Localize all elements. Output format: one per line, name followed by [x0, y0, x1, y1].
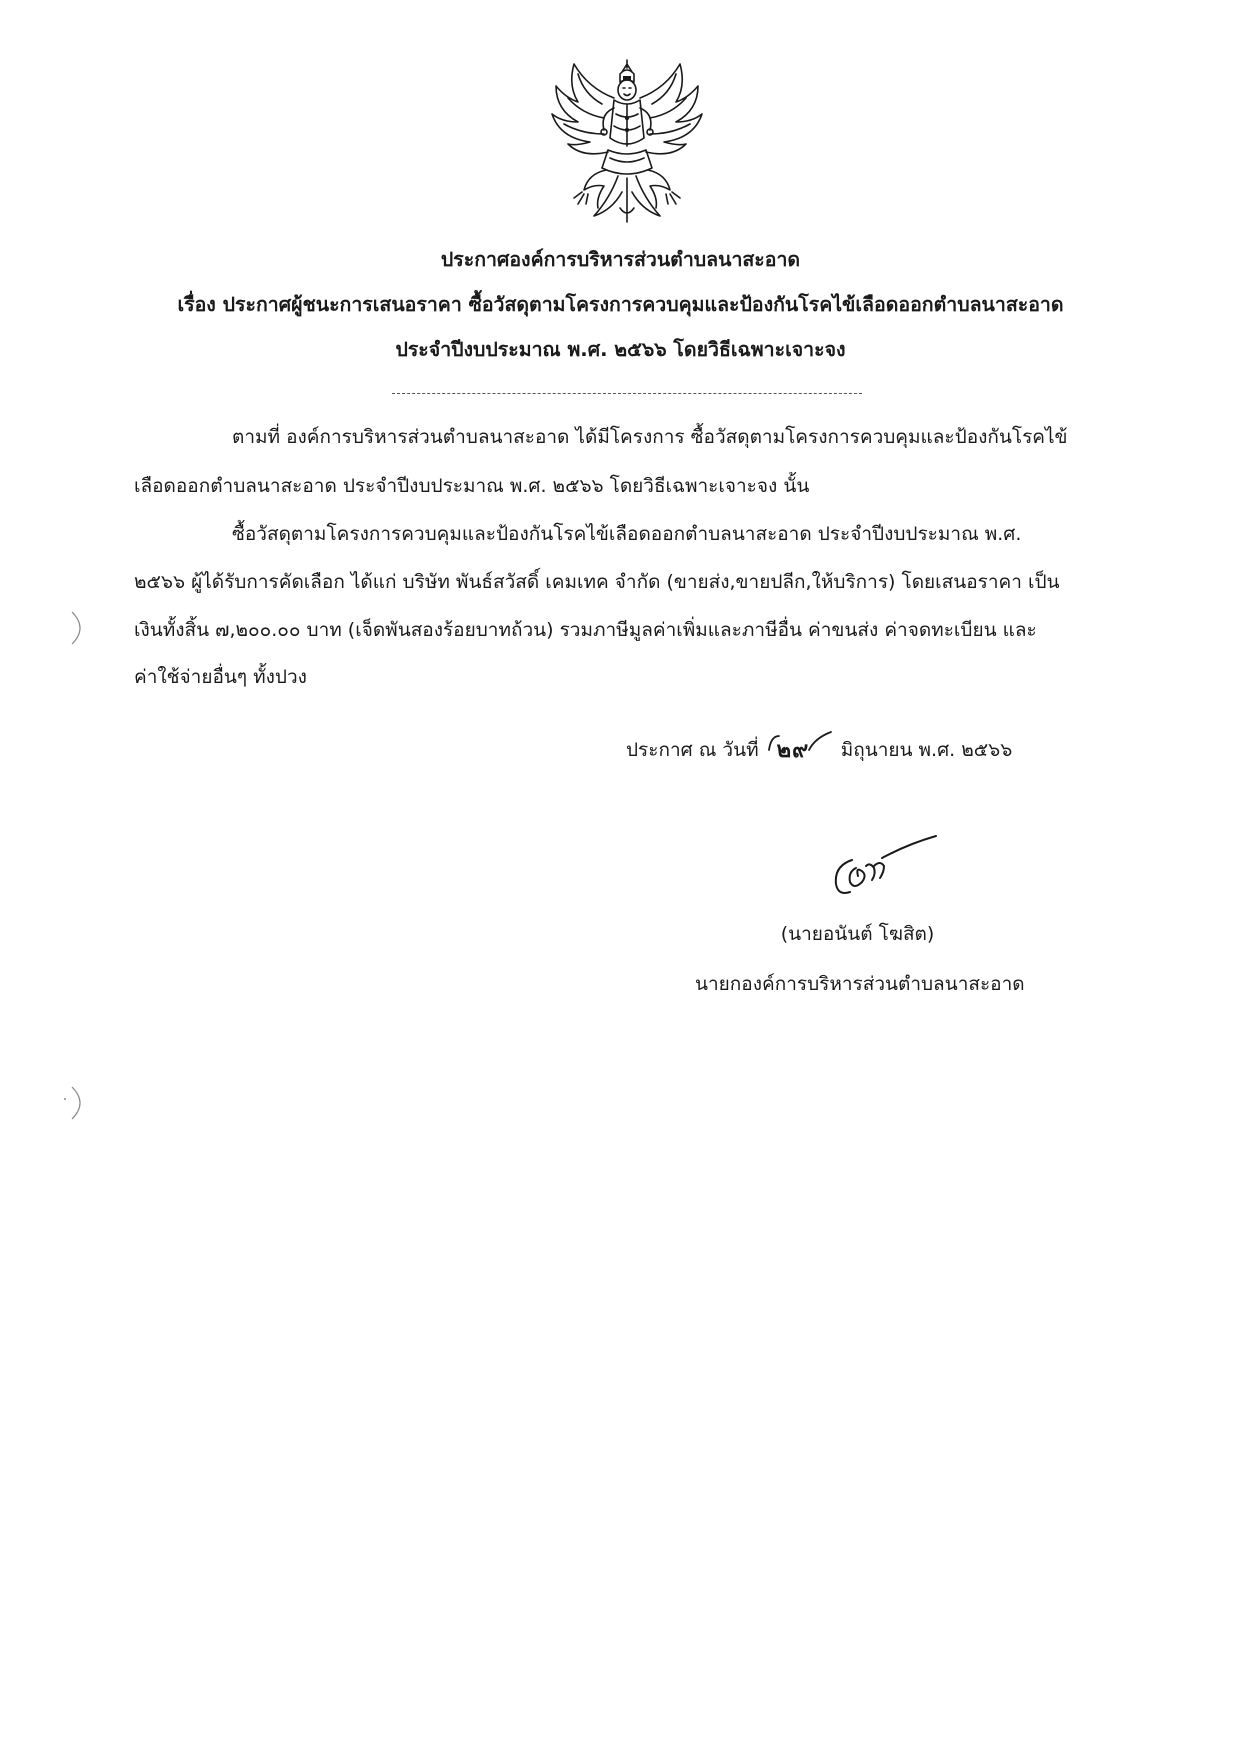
announcement-date — [626, 734, 1012, 765]
paragraph-1-line-2: เลือดออกตำบลนาสะอาด ประจำปีงบประมาณ พ.ศ. ๒๕๖๖ โดยวิธีเฉพาะเจาะจง นั้น — [134, 475, 810, 497]
handwritten-day — [765, 734, 835, 762]
paragraph-2-line-2: ๒๕๖๖ ผู้ได้รับการคัดเลือก ได้แก่ บริษัท พันธ์สวัสดิ์ เคมเทค จำกัด (ขายส่ง,ขายปลีก,ให้บริการ) โดยเสนอราคา เป็น — [134, 571, 1060, 593]
date-prefix: ประกาศ ณ วันที่ — [626, 739, 759, 761]
title-divider — [392, 393, 862, 394]
garuda-emblem-icon — [548, 58, 706, 226]
announcement-fiscal-year: ประจำปีงบประมาณ พ.ศ. ๒๕๖๖ โดยวิธีเฉพาะเจาะจง — [395, 338, 846, 361]
paragraph-2-line-4: ค่าใช้จ่ายอื่นๆ ทั้งปวง — [134, 666, 307, 688]
paragraph-2-line-1: ซื้อวัสดุตามโครงการควบคุมและป้องกันโรคไข้เลือดออกตำบลนาสะอาด ประจำปีงบประมาณ พ.ศ. — [232, 523, 1022, 545]
announcement-heading: ประกาศองค์การบริหารส่วนตำบลนาสะอาด — [440, 248, 801, 271]
handwritten-signature-icon — [812, 832, 942, 902]
punch-hole-mark-icon — [66, 608, 92, 648]
announcement-subject: เรื่อง ประกาศผู้ชนะการเสนอราคา ซื้อวัสดุตามโครงการควบคุมและป้องกันโรคไข้เลือดออกตำบลนาสะอาด — [177, 293, 1064, 316]
paragraph-1-line-1: ตามที่ องค์การบริหารส่วนตำบลนาสะอาด ได้มีโครงการ ซื้อวัสดุตามโครงการควบคุมและป้องกันโรคไข้ — [232, 426, 1068, 448]
punch-hole-mark-icon — [62, 1083, 88, 1123]
handwritten-day-text: ๒๙ — [776, 738, 810, 763]
date-suffix: มิถุนายน พ.ศ. ๒๕๖๖ — [840, 739, 1013, 761]
signer-name-text: (นายอนันต์ โฆสิต) — [780, 923, 935, 945]
signer-name — [0, 919, 1241, 949]
handwritten-tick-icon — [765, 728, 835, 762]
signer-position: นายกองค์การบริหารส่วนตำบลนาสะอาด — [695, 973, 1025, 995]
paragraph-2-line-3: เงินทั้งสิ้น ๗,๒๐๐.๐๐ บาท (เจ็ดพันสองร้อยบาทถ้วน) รวมภาษีมูลค่าเพิ่มและภาษีอื่น ค่าขนส่ง ค่าจดทะเบียน และ — [134, 619, 1037, 641]
